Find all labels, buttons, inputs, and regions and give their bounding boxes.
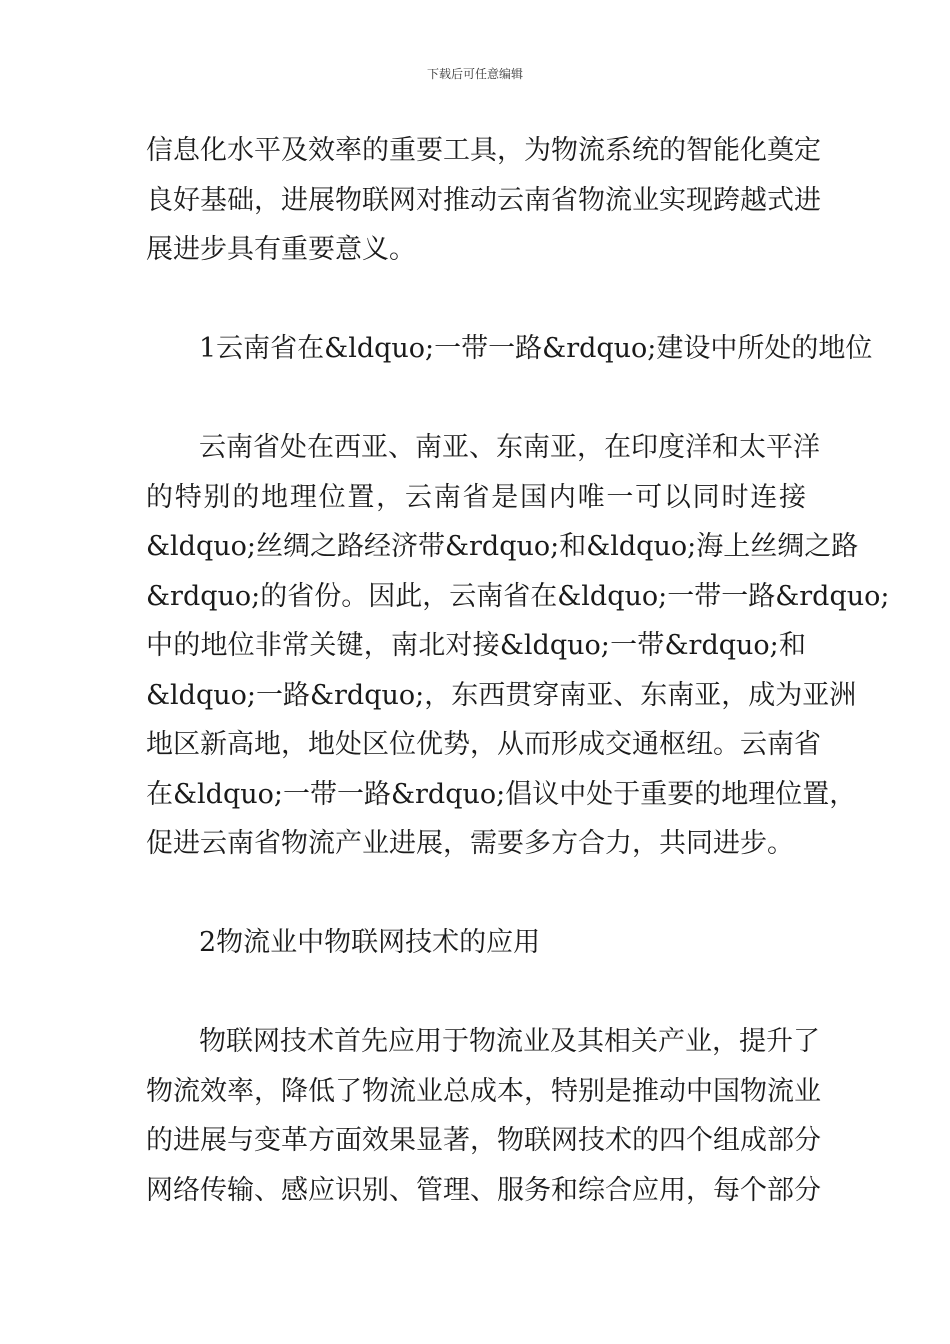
text-line: 的进展与变革方面效果显著，物联网技术的四个组成部分 xyxy=(146,1125,821,1156)
text-line: &ldquo;一路&rdquo;，东西贯穿南亚、东南亚，成为亚洲 xyxy=(146,679,857,711)
paragraph-section-1 xyxy=(146,423,890,869)
text-line: 物联网技术首先应用于物流业及其相关产业，提升了 xyxy=(199,1026,820,1057)
text-line: &rdquo;的省份。因此，云南省在&ldquo;一带一路&rdquo; xyxy=(146,580,890,612)
text-line: 信息化水平及效率的重要工具，为物流系统的智能化奠定 xyxy=(146,135,821,166)
paragraph-section-2 xyxy=(146,1017,821,1215)
text-line: 促进云南省物流产业进展，需要多方合力，共同进步。 xyxy=(146,828,794,859)
paragraph-continuation xyxy=(146,126,821,275)
text-line: 展进步具有重要意义。 xyxy=(146,234,416,265)
text-line: 在&ldquo;一带一路&rdquo;倡议中处于重要的地理位置， xyxy=(146,778,857,810)
paragraph-gap xyxy=(146,968,806,1018)
text-line: 物流效率，降低了物流业总成本，特别是推动中国物流业 xyxy=(146,1075,821,1107)
text-line: 云南省处在西亚、南亚、东南亚，在印度洋和太平洋 xyxy=(199,432,820,463)
section-heading-2: 2物流业中物联网技术的应用 xyxy=(199,927,541,958)
paragraph-gap xyxy=(146,275,806,325)
paragraph-gap xyxy=(146,869,806,919)
document-body xyxy=(146,126,890,1215)
text-line: 地区新高地，地处区位优势，从而形成交通枢纽。云南省 xyxy=(146,729,821,760)
text-line: 中的地位非常关键，南北对接&ldquo;一带&rdquo;和 xyxy=(146,630,806,661)
text-line: &ldquo;丝绸之路经济带&rdquo;和&ldquo;海上丝绸之路 xyxy=(146,531,859,562)
section-heading-1: 1云南省在&ldquo;一带一路&rdquo;建设中所处的地位 xyxy=(199,333,873,364)
paragraph-gap xyxy=(146,374,806,424)
page-header: 下载后可任意编辑 xyxy=(426,67,523,81)
text-line: 网络传输、感应识别、管理、服务和综合应用，每个部分 xyxy=(146,1174,821,1206)
text-line: 的特别的地理位置，云南省是国内唯一可以同时连接 xyxy=(146,481,806,513)
text-line: 良好基础，进展物联网对推动云南省物流业实现跨越式进 xyxy=(146,184,821,216)
